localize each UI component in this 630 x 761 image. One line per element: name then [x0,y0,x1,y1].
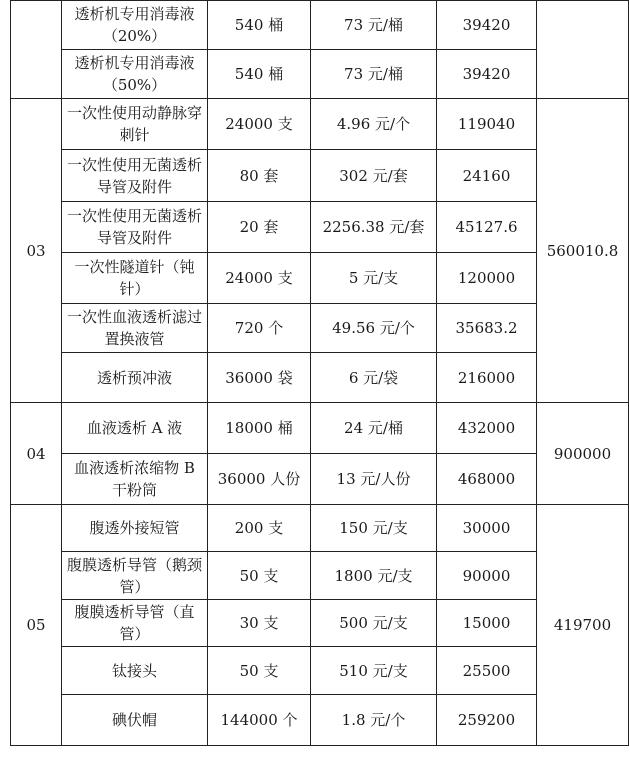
item-name-cell: 透析机专用消毒液（50%） [62,50,208,99]
quantity-cell: 50 支 [208,647,311,695]
amount-cell: 25500 [437,647,537,695]
item-name-cell: 腹膜透析导管（直管） [62,600,208,647]
unit-price-cell: 500 元/支 [311,600,437,647]
quantity-cell: 24000 支 [208,99,311,150]
quantity-cell: 720 个 [208,304,311,353]
item-name-cell: 一次性使用动静脉穿刺针 [62,99,208,150]
table-body [11,1,629,746]
amount-cell: 259200 [437,695,537,746]
item-name-cell: 腹透外接短管 [62,505,208,552]
procurement-table [10,0,629,746]
amount-cell: 216000 [437,353,537,403]
item-name-cell: 血液透析浓缩物 B 干粉筒 [62,454,208,505]
table-row [11,403,629,454]
item-name-cell: 碘伏帽 [62,695,208,746]
unit-price-cell: 2256.38 元/套 [311,202,437,253]
quantity-cell: 18000 桶 [208,403,311,454]
amount-cell: 119040 [437,99,537,150]
table-row [11,202,629,253]
quantity-cell: 36000 人份 [208,454,311,505]
amount-cell: 39420 [437,1,537,50]
amount-cell: 432000 [437,403,537,454]
table-row [11,600,629,647]
quantity-cell: 540 桶 [208,50,311,99]
quantity-cell: 30 支 [208,600,311,647]
group-total-cell: 900000 [537,403,629,505]
item-name-cell: 透析机专用消毒液（20%） [62,1,208,50]
unit-price-cell: 4.96 元/个 [311,99,437,150]
amount-cell: 39420 [437,50,537,99]
table-row [11,505,629,552]
amount-cell: 120000 [437,253,537,304]
quantity-cell: 36000 袋 [208,353,311,403]
amount-cell: 35683.2 [437,304,537,353]
table-row [11,253,629,304]
quantity-cell: 24000 支 [208,253,311,304]
table-row [11,647,629,695]
unit-price-cell: 1.8 元/个 [311,695,437,746]
quantity-cell: 540 桶 [208,1,311,50]
group-total-cell [537,1,629,99]
group-total-cell: 419700 [537,505,629,746]
item-name-cell: 血液透析 A 液 [62,403,208,454]
quantity-cell: 200 支 [208,505,311,552]
group-number-cell: 05 [11,505,62,746]
table-row [11,99,629,150]
item-name-cell: 一次性使用无菌透析导管及附件 [62,150,208,202]
item-name-cell: 腹膜透析导管（鹅颈管） [62,552,208,600]
amount-cell: 24160 [437,150,537,202]
item-name-cell: 一次性使用无菌透析导管及附件 [62,202,208,253]
item-name-cell: 一次性隧道针（钝针） [62,253,208,304]
unit-price-cell: 302 元/套 [311,150,437,202]
amount-cell: 45127.6 [437,202,537,253]
table-row [11,304,629,353]
unit-price-cell: 6 元/袋 [311,353,437,403]
amount-cell: 30000 [437,505,537,552]
group-number-cell [11,1,62,99]
unit-price-cell: 510 元/支 [311,647,437,695]
quantity-cell: 20 套 [208,202,311,253]
unit-price-cell: 49.56 元/个 [311,304,437,353]
unit-price-cell: 1800 元/支 [311,552,437,600]
quantity-cell: 80 套 [208,150,311,202]
unit-price-cell: 73 元/桶 [311,50,437,99]
amount-cell: 468000 [437,454,537,505]
table-row [11,353,629,403]
unit-price-cell: 24 元/桶 [311,403,437,454]
item-name-cell: 透析预冲液 [62,353,208,403]
table-row [11,695,629,746]
amount-cell: 90000 [437,552,537,600]
unit-price-cell: 13 元/人份 [311,454,437,505]
table-row [11,552,629,600]
group-number-cell: 03 [11,99,62,403]
item-name-cell: 钛接头 [62,647,208,695]
item-name-cell: 一次性血液透析滤过置换液管 [62,304,208,353]
group-number-cell: 04 [11,403,62,505]
amount-cell: 15000 [437,600,537,647]
unit-price-cell: 150 元/支 [311,505,437,552]
table-row [11,150,629,202]
table-row [11,50,629,99]
quantity-cell: 144000 个 [208,695,311,746]
table-row [11,1,629,50]
table-row [11,454,629,505]
unit-price-cell: 73 元/桶 [311,1,437,50]
group-total-cell: 560010.8 [537,99,629,403]
quantity-cell: 50 支 [208,552,311,600]
unit-price-cell: 5 元/支 [311,253,437,304]
